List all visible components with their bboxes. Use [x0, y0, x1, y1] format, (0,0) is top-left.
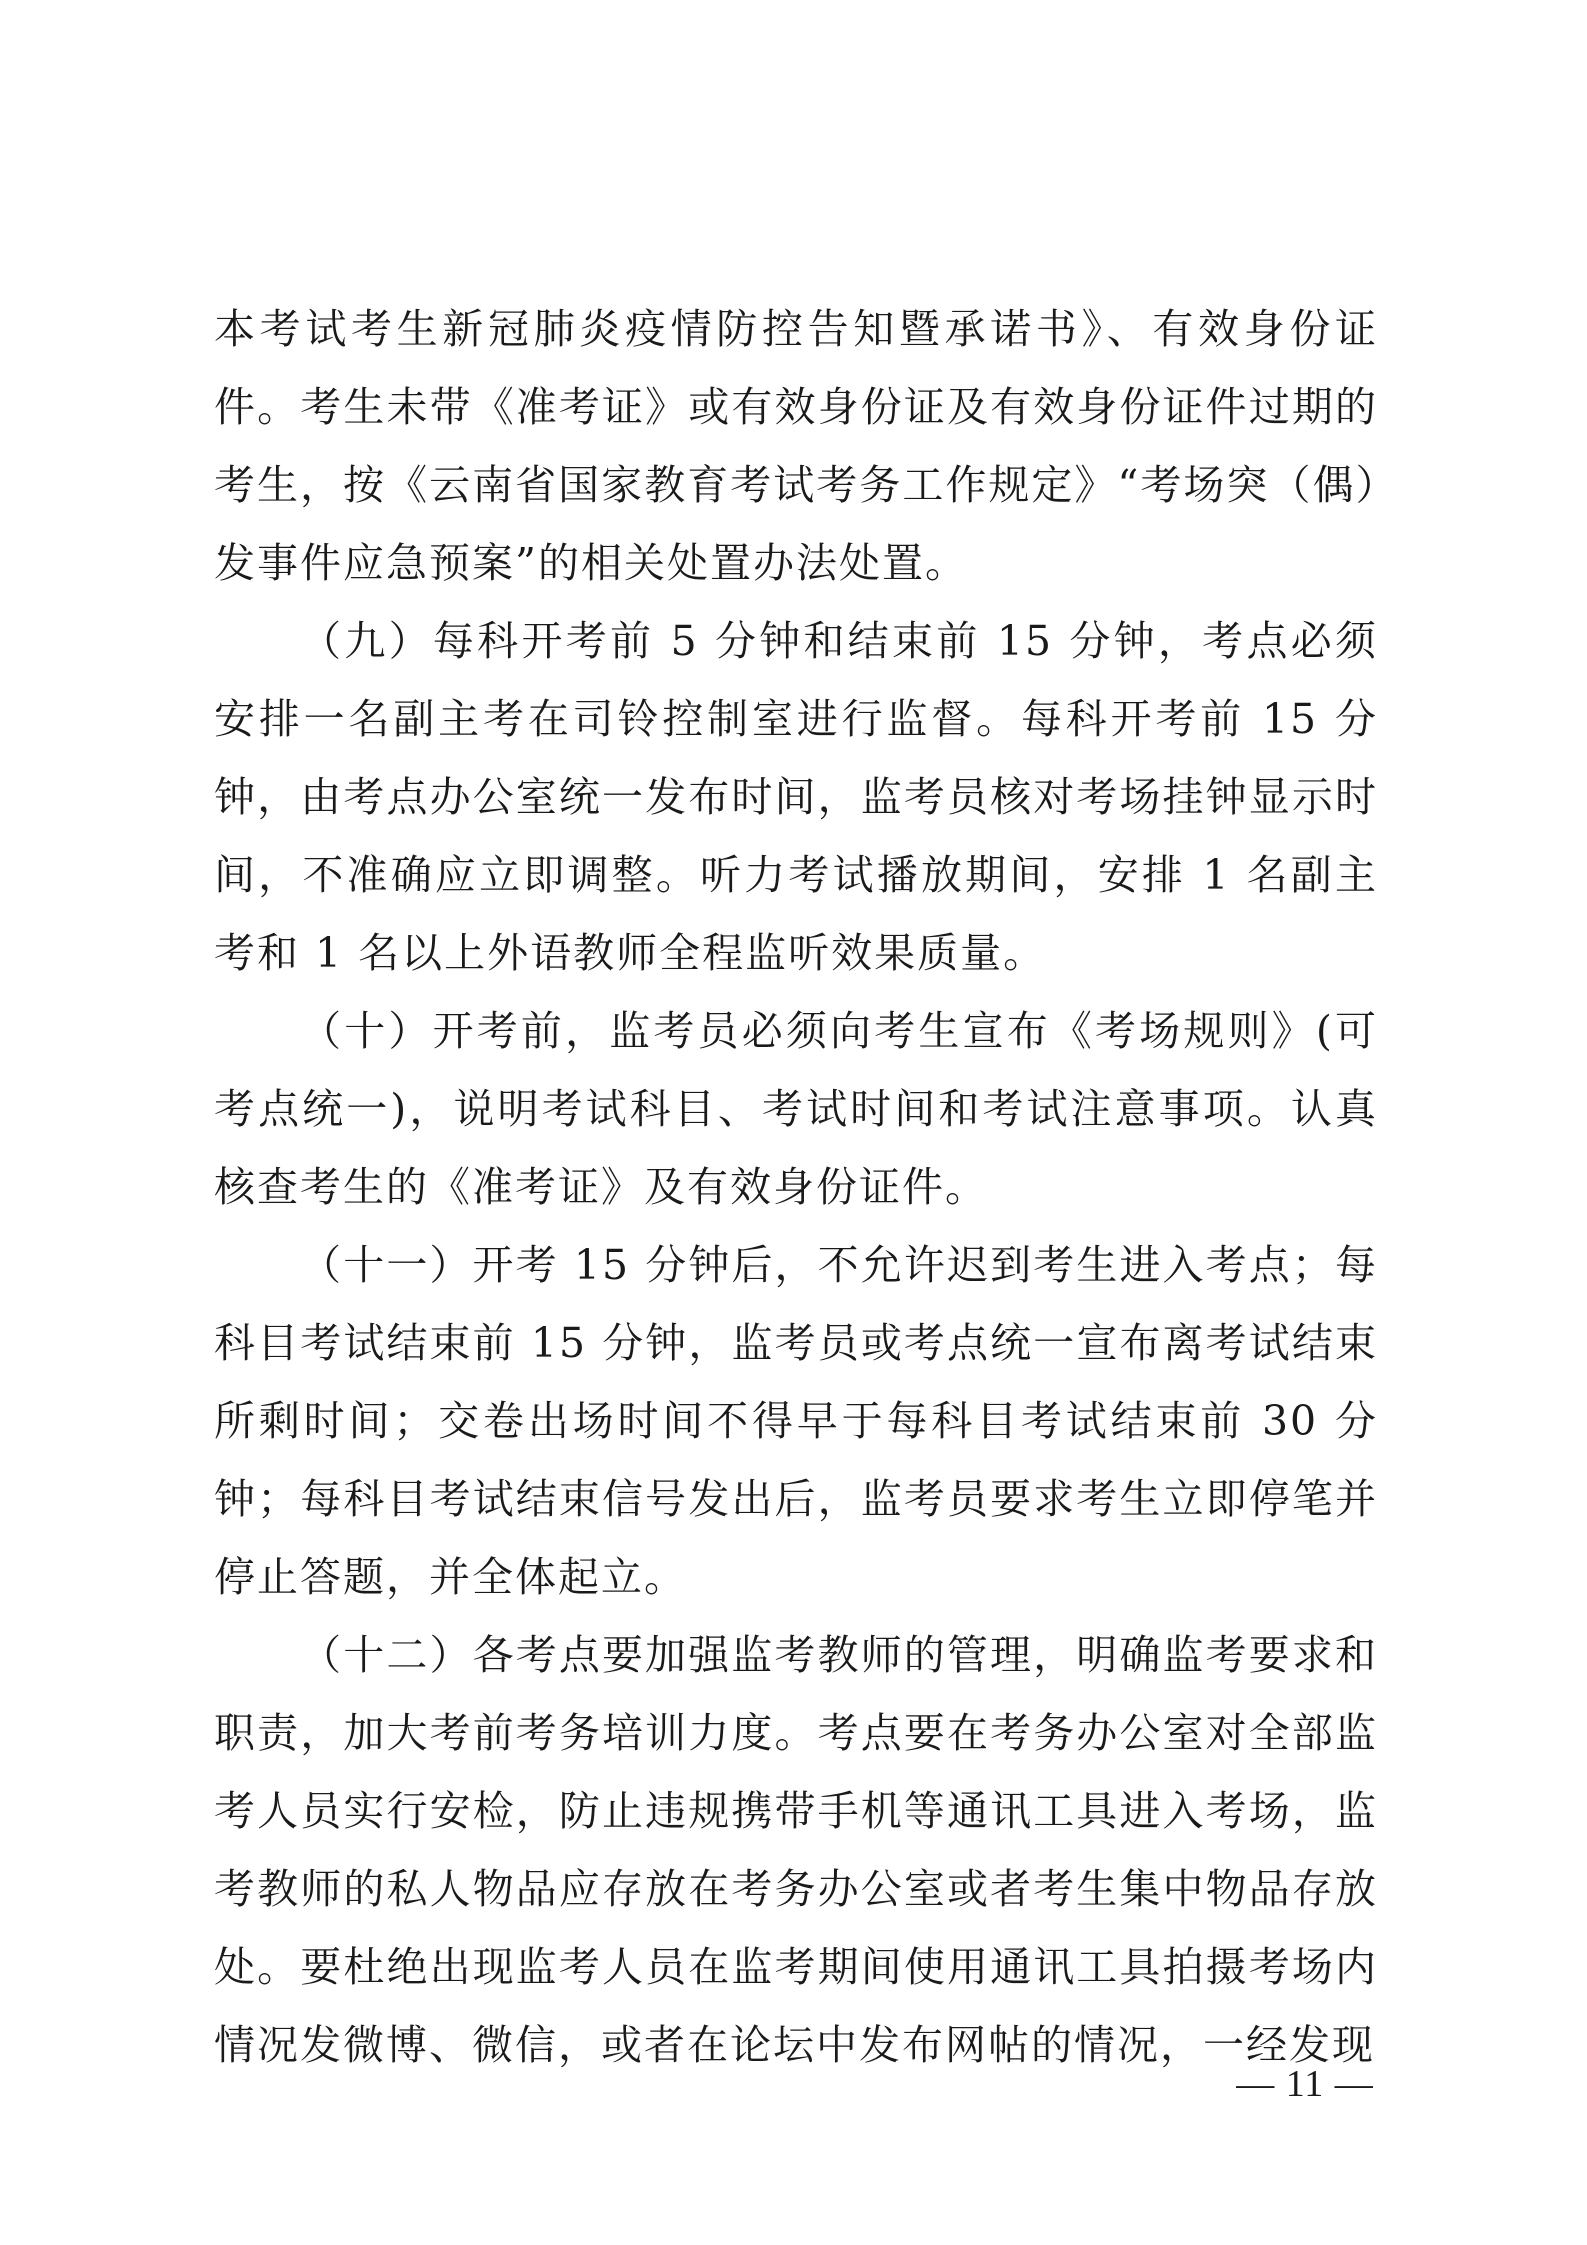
paragraph-continuation: 本考试考生新冠肺炎疫情防控告知暨承诺书》、有效身份证件。考生未带《准考证》或有效身份证及有效身份证件过期的考生，按《云南省国家教育考试考务工作规定》“考场突（偶）发事件应急预案”的相关处置办法处置。 — [214, 305, 1378, 587]
paragraph-item-10: （十）开考前，监考员必须向考生宣布《考场规则》(可考点统一)，说明考试科目、考试时间和考试注意事项。认真核查考生的《准考证》及有效身份证件。 — [214, 1007, 1378, 1211]
body-text — [214, 290, 1378, 2084]
page-number: — 11 — — [1236, 2063, 1374, 2105]
paragraph-item-9: （九）每科开考前 5 分钟和结束前 15 分钟，考点必须安排一名副主考在司铃控制室进行监督。每科开考前 15 分钟，由考点办公室统一发布时间，监考员核对考场挂钟显示时间，不准确应立即调整。听力考试播放期间，安排 1 名副主考和 1 名以上外语教师全程监听效果质量。 — [214, 617, 1378, 977]
paragraph-item-11: （十一）开考 15 分钟后，不允许迟到考生进入考点；每科目考试结束前 15 分钟，监考员或考点统一宣布离考试结束所剩时间；交卷出场时间不得早于每科目考试结束前 30 分钟；每科目考试结束信号发出后，监考员要求考生立即停笔并停止答题，并全体起立。 — [214, 1241, 1378, 1601]
paragraph-item-12: （十二）各考点要加强监考教师的管理，明确监考要求和职责，加大考前考务培训力度。考点要在考务办公室对全部监考人员实行安检，防止违规携带手机等通讯工具进入考场，监考教师的私人物品应存放在考务办公室或者考生集中物品存放处。要杜绝出现监考人员在监考期间使用通讯工具拍摄考场内情况发微博、微信，或者在论坛中发布网帖的情况，一经发现 — [214, 1631, 1378, 2069]
